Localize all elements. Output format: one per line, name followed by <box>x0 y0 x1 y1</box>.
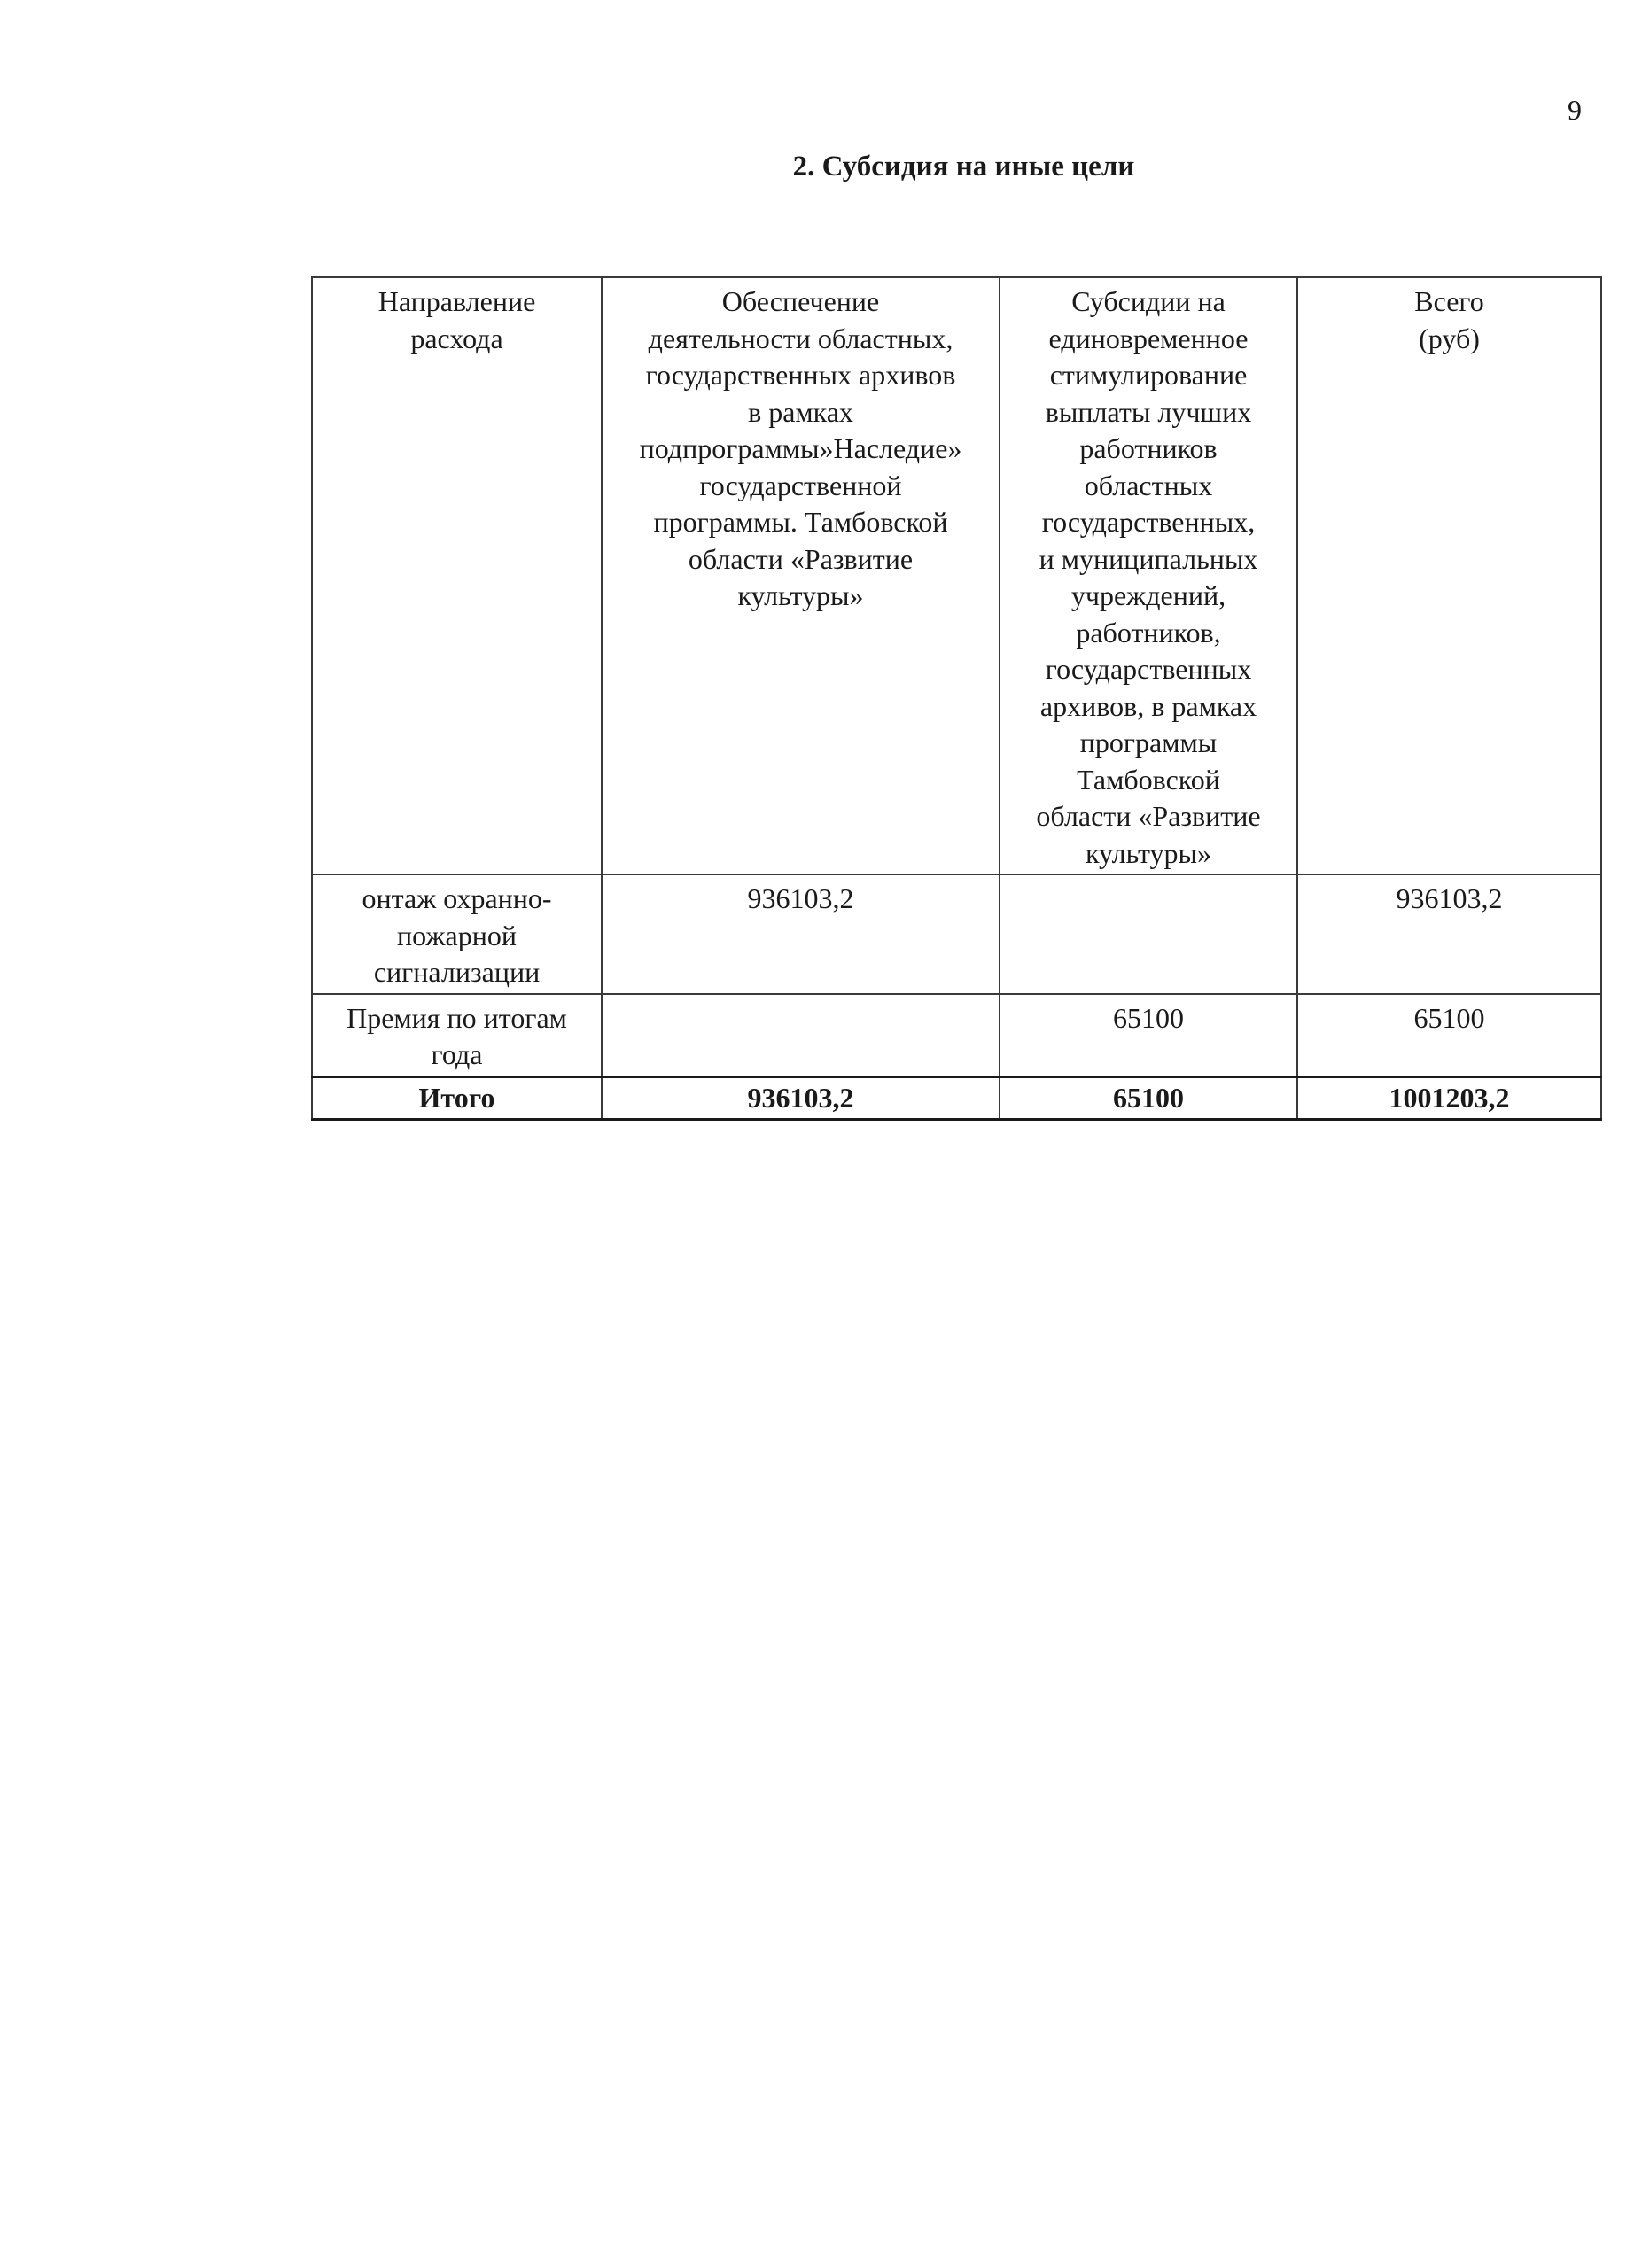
row-archives: 936103,2 <box>602 874 1000 994</box>
header-archives: Обеспечение деятельности областных, государственных архивов в рамках подпрограммы»Наследие» государственной программы. Тамбовской области «Развитие культуры» <box>602 277 1000 874</box>
header-bonus-subsidy: Субсидии на единовременное стимулирование выплаты лучших работников областных государственных, и муниципальных учреждений, работников, государственных архивов, в рамках программы Тамбовской области «Развитие культуры» <box>1000 277 1297 874</box>
totals-row <box>312 1076 1601 1120</box>
page-number: 9 <box>1568 94 1582 126</box>
table-header-row <box>312 277 1601 874</box>
row-direction: Премия по итогам года <box>312 994 602 1077</box>
totals-label: Итого <box>312 1076 602 1120</box>
row-bonus-subsidy <box>1000 874 1297 994</box>
row-direction: онтаж охранно- пожарной сигнализации <box>312 874 602 994</box>
row-archives <box>602 994 1000 1077</box>
header-direction: Направление расхода <box>312 277 602 874</box>
row-total: 936103,2 <box>1297 874 1601 994</box>
table-row <box>312 994 1601 1077</box>
row-total: 65100 <box>1297 994 1601 1077</box>
table-row <box>312 874 1601 994</box>
totals-archives: 936103,2 <box>602 1076 1000 1120</box>
header-total: Всего (руб) <box>1297 277 1601 874</box>
row-bonus-subsidy: 65100 <box>1000 994 1297 1077</box>
subsidy-table <box>311 276 1602 1121</box>
totals-total: 1001203,2 <box>1297 1076 1601 1120</box>
totals-bonus-subsidy: 65100 <box>1000 1076 1297 1120</box>
section-title: 2. Субсидия на иные цели <box>792 151 1135 183</box>
